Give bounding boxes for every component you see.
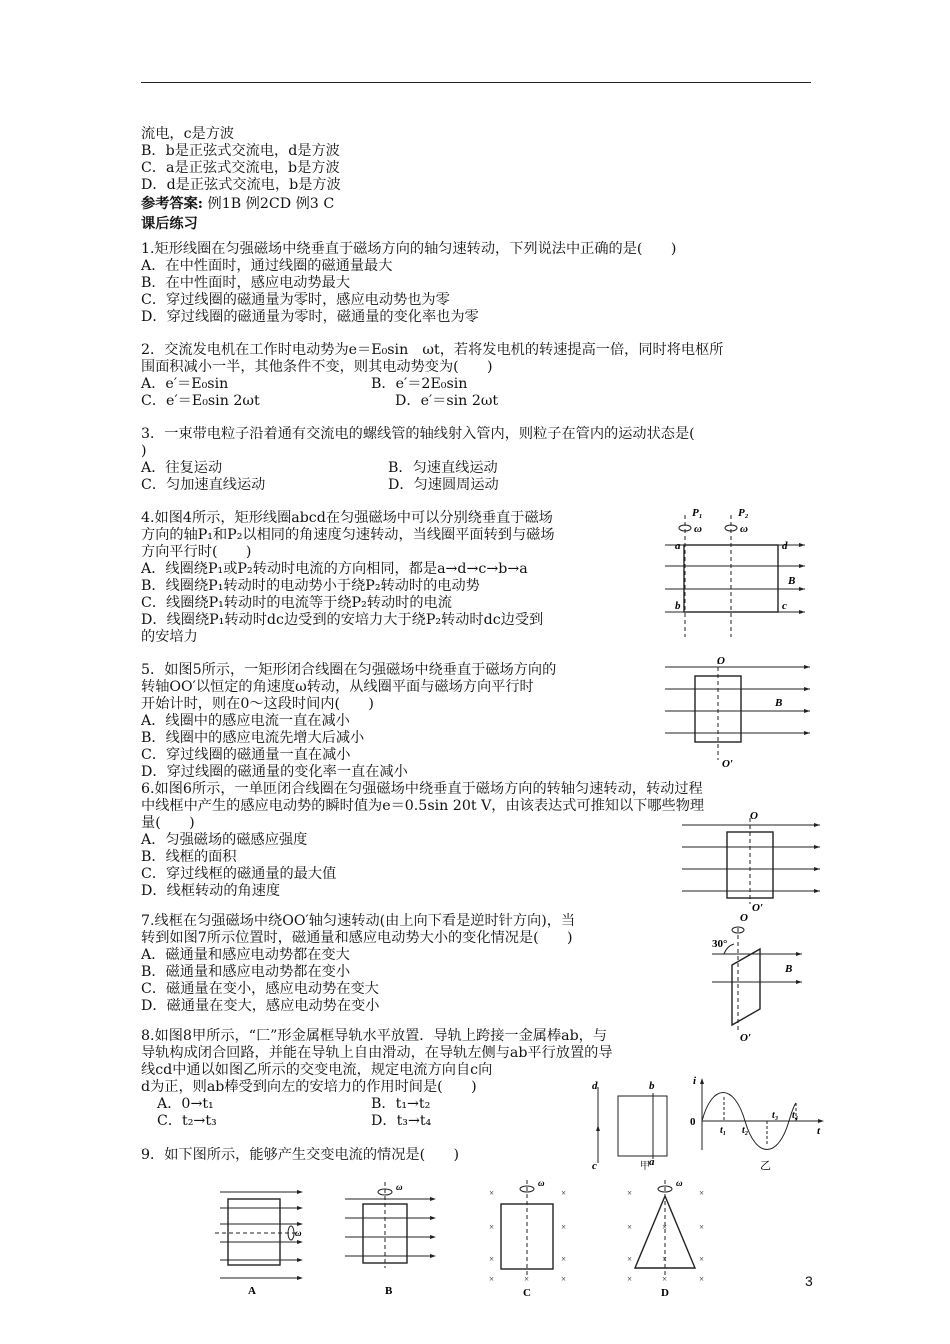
- q7-option-b: B．磁通量和感应电动势都在变小: [141, 964, 351, 980]
- svg-text:×: ×: [662, 1222, 668, 1232]
- svg-text:×: ×: [627, 1254, 633, 1264]
- q3-stem-1: 3．一束带电粒子沿着通有交流电的螺线管的轴线射入管内，则粒子在管内的运动状态是(: [141, 426, 695, 442]
- q7-stem-1: 7.线框在匀强磁场中绕OO′轴匀速转动(由上向下看是逆时针方向)，当: [141, 913, 576, 929]
- q6-stem-3: 量( ): [141, 815, 195, 831]
- q4-label-b: b: [675, 600, 681, 612]
- q5-option-d: D．穿过线圈的磁通量的变化率一直在减小: [141, 764, 408, 780]
- svg-text:×: ×: [489, 1188, 495, 1198]
- q8-label-yi: 乙: [760, 1160, 771, 1172]
- prev-option-c: C．a是正弦式交流电，b是方波: [141, 160, 340, 176]
- q4-stem-1: 4.如图4所示，矩形线圈abcd在匀强磁场中可以分别绕垂直于磁场: [141, 510, 553, 526]
- q4-option-c: C．线圈绕P₁转动时的电流等于绕P₂转动时的电流: [141, 595, 452, 611]
- q8-label-t3: t₃: [772, 1110, 779, 1121]
- q7-option-d: D．磁通量在变大，感应电动势在变小: [141, 998, 380, 1014]
- q4-label-d: d: [782, 540, 788, 552]
- q8-option-d: D．t₃→t₄: [371, 1113, 432, 1129]
- q5-stem-3: 开始计时，则在0～这段时间内( ): [141, 696, 374, 712]
- svg-text:×: ×: [627, 1274, 633, 1284]
- svg-text:×: ×: [627, 1188, 633, 1198]
- q9-label-d: D: [661, 1287, 669, 1299]
- svg-text:×: ×: [662, 1274, 668, 1284]
- q4-stem-3: 方向平行时( ): [141, 544, 252, 560]
- svg-text:×: ×: [489, 1222, 495, 1232]
- q3-option-a: A．往复运动: [141, 460, 223, 476]
- q8-label-d: d: [592, 1080, 598, 1092]
- q1-option-a: A．在中性面时，通过线圈的磁通量最大: [141, 258, 393, 274]
- svg-text:×: ×: [699, 1254, 705, 1264]
- q9-figures: [215, 1172, 705, 1299]
- svg-text:×: ×: [561, 1188, 567, 1198]
- q5-label-o-prime: O′: [722, 758, 734, 770]
- prev-option-b: B．b是正弦式交流电，d是方波: [141, 143, 340, 159]
- q5-stem-1: 5．如图5所示，一矩形闭合线圈在匀强磁场中绕垂直于磁场方向的: [141, 662, 557, 678]
- q4-label-field: B: [788, 575, 796, 587]
- svg-text:×: ×: [699, 1188, 705, 1198]
- q4-label-p2: P₂: [738, 507, 749, 519]
- svg-text:×: ×: [561, 1222, 567, 1232]
- q9-figure-b: [345, 1182, 436, 1297]
- q6-figure: [677, 808, 825, 912]
- q8-label-zero: 0: [690, 1116, 696, 1128]
- q7-label-angle: 30°: [712, 938, 728, 950]
- svg-text:×: ×: [561, 1254, 567, 1264]
- q5-label-field: B: [775, 697, 783, 709]
- q8-option-c: C．t₂→t₃: [157, 1113, 217, 1129]
- svg-text:×: ×: [627, 1222, 633, 1232]
- svg-text:×: ×: [561, 1274, 567, 1284]
- q6-option-b: B．线框的面积: [141, 849, 237, 865]
- q7-option-c: C．磁通量在变小，感应电动势在变大: [141, 981, 379, 997]
- q8-label-a: a: [649, 1156, 655, 1168]
- q2-stem-1: 2．交流发电机在工作时电动势为e＝E₀sin ωt，若将发电机的转速提高一倍，同时将电枢所: [141, 342, 724, 358]
- q4-option-b: B．线圈绕P₁转动时的电动势小于绕P₂转动时的电动势: [141, 578, 480, 594]
- q9-label-c: C: [523, 1287, 531, 1299]
- q8-label-t: t: [817, 1125, 821, 1137]
- q8-label-t2: t₂: [742, 1125, 749, 1136]
- q6-label-o: O: [750, 810, 758, 822]
- q9-b-omega: ω: [396, 1182, 403, 1192]
- q4-option-a: A．线圈绕P₁或P₂转动时电流的方向相同，都是a→d→c→b→a: [141, 561, 528, 577]
- q8-label-jia: 甲: [640, 1161, 650, 1172]
- q2-option-b: B．e′＝2E₀sin: [371, 376, 468, 392]
- q1-option-d: D．穿过线圈的磁通量为零时，磁通量的变化率也为零: [141, 309, 479, 325]
- q4-label-c: c: [782, 600, 787, 612]
- q8-stem-4: d为正，则ab棒受到向左的安培力的作用时间是( ): [141, 1079, 477, 1095]
- q7-option-a: A．磁通量和感应电动势都在变大: [141, 947, 350, 963]
- q9-d-omega: ω: [676, 1178, 683, 1188]
- q2-stem-2: 围面积减小一半，其他条件不变，则其电动势变为( ): [141, 359, 493, 375]
- q1-option-b: B．在中性面时，感应电动势最大: [141, 275, 351, 291]
- page-number: 3: [805, 1273, 813, 1289]
- q5-label-o: O: [717, 655, 725, 667]
- section-title: 课后练习: [141, 216, 198, 232]
- q9-stem: 9．如下图所示，能够产生交变电流的情况是( ): [141, 1147, 460, 1163]
- q4-option-d-1: D．线圈绕P₁转动时dc边受到的安培力大于绕P₂转动时dc边受到: [141, 612, 544, 628]
- prev-option-d: D．d是正弦式交流电，b是方波: [141, 177, 341, 193]
- answer-label: 参考答案:: [141, 196, 203, 212]
- q6-option-d: D．线框转动的角速度: [141, 883, 281, 899]
- q9-label-a: A: [248, 1285, 256, 1297]
- q6-stem-2: 中线框中产生的感应电动势的瞬时值为e＝0.5sin 20t V，由该表达式可推知以下哪些物理: [141, 798, 705, 814]
- q8-option-a: A．0→t₁: [157, 1096, 214, 1112]
- svg-text:×: ×: [489, 1274, 495, 1284]
- q8-stem-1: 8.如图8甲所示，“匚”形金属框导轨水平放置．导轨上跨接一金属棒ab，与: [141, 1028, 608, 1044]
- svg-text:×: ×: [524, 1274, 530, 1284]
- q7-stem-2: 转到如图7所示位置时，磁通量和感应电动势大小的变化情况是( ): [141, 930, 573, 946]
- q9-figure-a: [215, 1190, 303, 1297]
- svg-text:×: ×: [489, 1254, 495, 1264]
- q6-label-o-prime: O′: [752, 902, 764, 914]
- q8-stem-2: 导轨构成闭合回路，并能在导轨上自由滑动，在导轨左侧与ab平行放置的导: [141, 1045, 613, 1061]
- q5-option-b: B．线圈中的感应电流先增大后减小: [141, 730, 365, 746]
- prev-option-line: 流电，c是方波: [141, 126, 235, 142]
- q7-label-o: O: [740, 912, 748, 924]
- q4-label-a: a: [675, 540, 681, 552]
- q8-label-b: b: [649, 1080, 655, 1092]
- q8-option-b: B．t₁→t₂: [371, 1096, 431, 1112]
- q8-label-t4: t₄: [792, 1110, 799, 1121]
- q2-option-d: D．e′＝sin 2ωt: [395, 393, 499, 409]
- q5-option-c: C．穿过线圈的磁通量一直在减小: [141, 747, 351, 763]
- svg-text:×: ×: [662, 1254, 668, 1264]
- q9-figure-c: [489, 1178, 566, 1299]
- q4-option-d-2: 的安培力: [141, 629, 198, 645]
- q2-option-a: A．e′＝E₀sin: [141, 376, 229, 392]
- q6-option-a: A．匀强磁场的磁感应强度: [141, 832, 308, 848]
- q8-label-c: c: [592, 1160, 597, 1172]
- q8-label-t1: t₁: [720, 1125, 727, 1136]
- q5-option-a: A．线圈中的感应电流一直在减小: [141, 713, 350, 729]
- q4-stem-2: 方向的轴P₁和P₂以相同的角速度匀速转动，当线圈平面转到与磁场: [141, 527, 555, 543]
- q3-stem-2: ): [141, 443, 147, 459]
- q9-figure-d: [627, 1178, 704, 1299]
- q5-figure: [660, 652, 820, 770]
- q8-stem-3: 线cd中通以如图乙所示的交变电流，规定电流方向自c向: [141, 1062, 493, 1078]
- answer-text: 例1B 例2CD 例3 C: [203, 196, 335, 212]
- q7-label-o-prime: O′: [740, 1032, 752, 1044]
- q9-c-omega: ω: [538, 1178, 545, 1188]
- q9-label-b: B: [385, 1285, 393, 1297]
- svg-text:×: ×: [699, 1274, 705, 1284]
- q5-stem-2: 转轴OO′以恒定的角速度ω转动，从线圈平面与磁场方向平行时: [141, 679, 534, 695]
- q6-stem-1: 6.如图6所示，一单匝闭合线圈在匀强磁场中绕垂直于磁场方向的转轴匀速转动，转动过程: [141, 781, 703, 797]
- q8-figure-yi: [688, 1075, 828, 1172]
- header-rule: [141, 82, 811, 83]
- q1-stem: 1.矩形线圈在匀强磁场中绕垂直于磁场方向的轴匀速转动，下列说法中正确的是( ): [141, 241, 677, 257]
- q2-option-c: C．e′＝E₀sin 2ωt: [141, 393, 260, 409]
- q8-label-i: i: [693, 1075, 697, 1087]
- q6-option-c: C．穿过线框的磁通量的最大值: [141, 866, 337, 882]
- q4-label-w2: ω: [740, 523, 748, 535]
- answer-key: [141, 196, 334, 213]
- q4-label-p1: P₁: [692, 507, 703, 519]
- q1-option-c: C．穿过线圈的磁通量为零时，感应电动势也为零: [141, 292, 450, 308]
- q7-label-field: B: [785, 963, 793, 975]
- q3-option-c: C．匀加速直线运动: [141, 477, 266, 493]
- q4-figure: [660, 505, 810, 640]
- q3-option-b: B．匀速直线运动: [388, 460, 498, 476]
- svg-text:×: ×: [699, 1222, 705, 1232]
- q3-option-d: D．匀速圆周运动: [388, 477, 499, 493]
- q7-figure: [710, 910, 815, 1042]
- q4-label-w1: ω: [694, 523, 702, 535]
- q9-a-omega: ω: [295, 1228, 302, 1238]
